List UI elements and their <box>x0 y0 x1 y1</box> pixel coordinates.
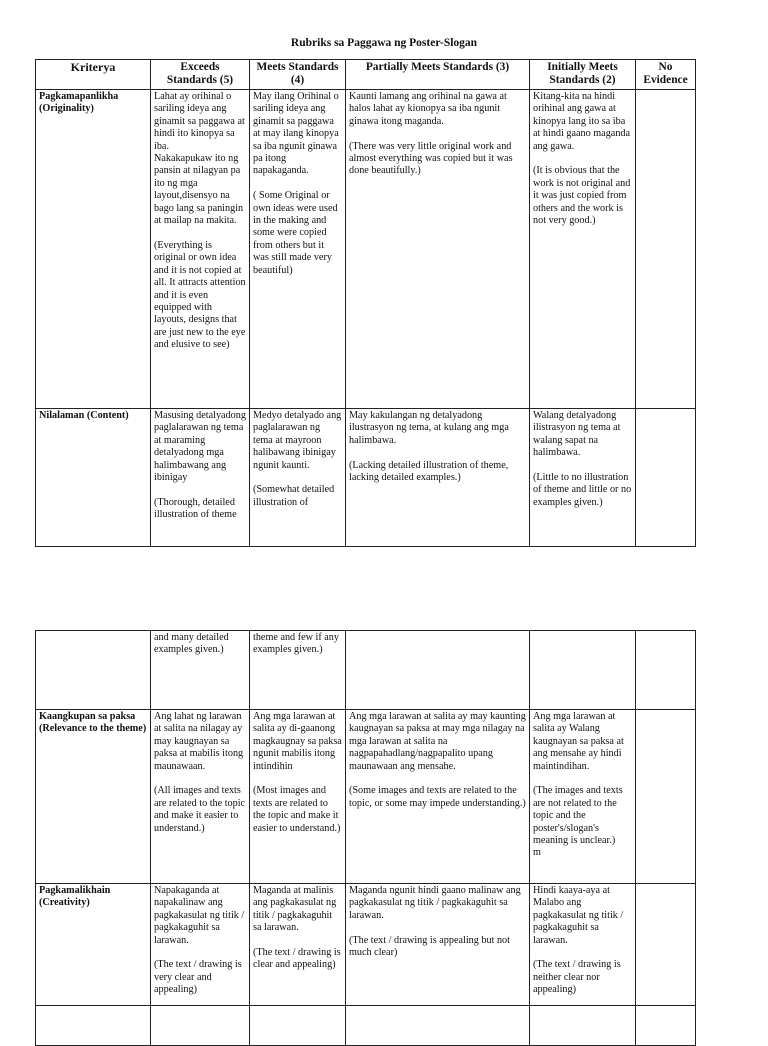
cell-creativity-meets: Maganda at malinis ang pagkakasulat ng titik / pagkakaguhit sa larawan. (The text / drawing is clear and appealing) <box>250 884 346 1006</box>
row-next-partial <box>36 1006 696 1046</box>
document-title: Rubriks sa Paggawa ng Poster-Slogan <box>290 37 478 49</box>
cell-content-continued-partially <box>346 631 530 710</box>
cell-relevance-exceeds: Ang lahat ng larawan at salita na nilagay ay may kaugnayan sa paksa at mabilis itong maunawaan. (All images and texts are related to the topic and make it easier to understand.) <box>151 710 250 884</box>
cell-partial-6 <box>636 1006 696 1046</box>
cell-content-continued-initially <box>530 631 636 710</box>
row-content-continued <box>36 631 696 710</box>
cell-originality-partially: Kaunti lamang ang orihinal na gawa at halos lahat ay kionopya sa iba ngunit ginawa itong maganda. (There was very little original work and almost everything was copied but it was done beautifully.) <box>346 90 530 409</box>
cell-content-meets: Medyo detalyado ang paglalarawan ng tema at mayroon halibawang ibinigay ngunit kaunti. (Somewhat detailed illustration of <box>250 409 346 547</box>
header-row <box>36 60 696 90</box>
cell-content-exceeds: Masusing detalyadong paglalarawan ng tema at maraming detalyadong mga halimbawang ang ibinigay (Thorough, detailed illustration of theme <box>151 409 250 547</box>
cell-creativity-initially: Hindi kaaya-aya at Malabo ang pagkakasulat ng titik / pagkakaguhit sa larawan. (The text / drawing is neither clear nor appealing) <box>530 884 636 1006</box>
cell-partial-1 <box>36 1006 151 1046</box>
header-partially: Partially Meets Standards (3) <box>346 60 530 90</box>
cell-creativity-partially: Maganda ngunit hindi gaano malinaw ang pagkakasulat ng titik / pagkakaguhit sa larawan. (The text / drawing is appealing but not much clear) <box>346 884 530 1006</box>
rubric-table-page-2 <box>35 630 696 1046</box>
cell-relevance-no-evidence <box>636 710 696 884</box>
header-initially: Initially Meets Standards (2) <box>530 60 636 90</box>
criterion-content-continued <box>36 631 151 710</box>
cell-originality-initially: Kitang-kita na hindi orihinal ang gawa at kinopya lang ito sa iba at hindi gaano maganda ang gawa. (It is obvious that the work is not original and it was just copied from others and the work is not very good.) <box>530 90 636 409</box>
cell-content-continued-no-evidence <box>636 631 696 710</box>
cell-content-no-evidence <box>636 409 696 547</box>
row-creativity <box>36 884 696 1006</box>
cell-originality-meets: May ilang Orihinal o sariling ideya ang ginamit sa paggawa at may ilang kinopya sa iba ngunit ginawa pa itong napakaganda. ( Some Original or own ideas were used in the making and some were copied from others but it was still made very beautiful) <box>250 90 346 409</box>
row-relevance <box>36 710 696 884</box>
cell-content-partially: May kakulangan ng detalyadong ilustrasyon ng tema, at kulang ang mga halimbawa. (Lacking detailed illustration of theme, lacking detailed examples.) <box>346 409 530 547</box>
criterion-relevance: Kaangkupan sa paksa (Relevance to the theme) <box>36 710 151 884</box>
cell-partial-2 <box>151 1006 250 1046</box>
criterion-originality: Pagkamapanlikha (Originality) <box>36 90 151 409</box>
row-content <box>36 409 696 547</box>
cell-partial-5 <box>530 1006 636 1046</box>
header-exceeds: Exceeds Standards (5) <box>151 60 250 90</box>
cell-creativity-exceeds: Napakaganda at napakalinaw ang pagkakasulat ng titik / pagkakaguhit sa larawan. (The text / drawing is very clear and appealing) <box>151 884 250 1006</box>
header-meets: Meets Standards (4) <box>250 60 346 90</box>
cell-relevance-meets: Ang mga larawan at salita ay di-gaanong magkaugnay sa paksa ngunit mabilis itong intindihin (Most images and texts are related to the topic and make it easier to understand.) <box>250 710 346 884</box>
cell-originality-no-evidence <box>636 90 696 409</box>
cell-content-continued-exceeds: and many detailed examples given.) <box>151 631 250 710</box>
cell-content-continued-meets: theme and few if any examples given.) <box>250 631 346 710</box>
header-kriterya: Kriterya <box>36 60 151 90</box>
cell-partial-3 <box>250 1006 346 1046</box>
cell-originality-exceeds: Lahat ay orihinal o sariling ideya ang ginamit sa paggawa at hindi ito kinopya sa iba. Nakakapukaw ito ng pansin at nilagyan pa ito ng mga layout,disensyo na bago lang sa paningin at mailap na makita. (Everything is original or own idea and it is not copied at all. It attracts attention and it is even equipped with layouts, designs that are just new to the eye and elusive to see) <box>151 90 250 409</box>
row-originality <box>36 90 696 409</box>
cell-content-initially: Walang detalyadong ilistrasyon ng tema at walang sapat na halimbawa. (Little to no illustration of theme and little or no examples given.) <box>530 409 636 547</box>
criterion-creativity: Pagkamalikhain (Creativity) <box>36 884 151 1006</box>
cell-relevance-partially: Ang mga larawan at salita ay may kaunting kaugnayan sa paksa at may mga nilagay na mga larawan at salita na nagpapahadlang/nagpapalito upang maunawaan ang mensahe. (Some images and texts are related to the topic, or some may impede understanding.) <box>346 710 530 884</box>
header-no-evidence: No Evidence <box>636 60 696 90</box>
cell-relevance-initially: Ang mga larawan at salita ay Walang kaugnayan sa paksa at ang mensahe ay hindi maintindihan. (The images and texts are not related to the topic and the poster's/slogan's meaning is unclear.) m <box>530 710 636 884</box>
cell-creativity-no-evidence <box>636 884 696 1006</box>
criterion-content: Nilalaman (Content) <box>36 409 151 547</box>
cell-partial-4 <box>346 1006 530 1046</box>
rubric-table-page-1 <box>35 59 696 547</box>
